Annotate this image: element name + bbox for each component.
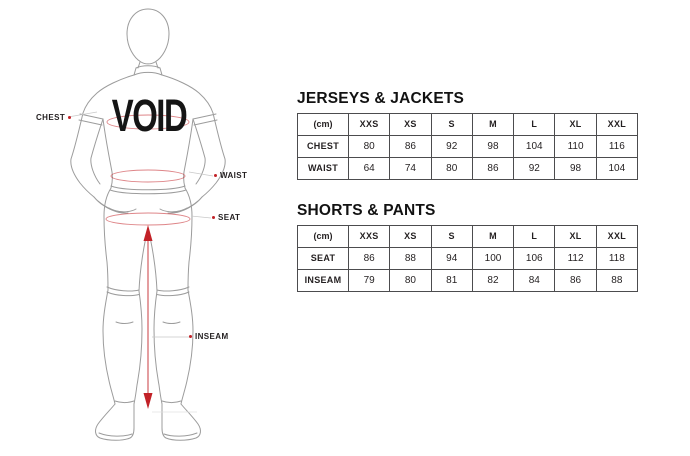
measurement-value-cell: 94	[431, 247, 472, 269]
measurement-value-cell: 92	[514, 157, 555, 179]
jersey-hem	[111, 186, 185, 190]
right-hand	[160, 197, 202, 212]
size-column-header: XS	[390, 225, 431, 247]
shorts-pants-table	[297, 225, 638, 292]
measurement-value-cell: 118	[596, 247, 637, 269]
size-column-header: XXS	[349, 113, 390, 135]
left-sleeve-band	[80, 114, 103, 119]
measurement-value-cell: 84	[514, 269, 555, 291]
waist-label-text: WAIST	[220, 171, 248, 180]
measurement-value-cell: 112	[555, 247, 596, 269]
brand-logo: VOID	[111, 90, 187, 141]
left-hip-outline	[104, 188, 111, 290]
measurement-row	[298, 269, 638, 291]
waist-marker-dot	[214, 174, 217, 177]
inseam-label-text: INSEAM	[195, 332, 229, 341]
measurement-value-cell: 110	[555, 135, 596, 157]
measurement-label-cell: CHEST	[298, 135, 349, 157]
right-sock-top	[162, 401, 181, 403]
right-leg-outer	[181, 290, 193, 404]
left-leg-inner	[134, 291, 142, 404]
seat-marker-dot	[212, 216, 215, 219]
size-column-header: XXL	[596, 225, 637, 247]
measurement-value-cell: 86	[349, 247, 390, 269]
measurement-row	[298, 247, 638, 269]
inseam-arrowhead-bottom	[144, 393, 153, 409]
waist-label	[214, 171, 247, 180]
seat-line	[106, 213, 190, 225]
size-column-header: S	[431, 225, 472, 247]
measurement-marks	[68, 112, 213, 412]
shorts-pants-section	[297, 203, 638, 292]
size-column-header: XL	[555, 225, 596, 247]
size-column-header: L	[514, 225, 555, 247]
measurement-value-cell: 92	[431, 135, 472, 157]
left-sock-top	[115, 401, 134, 403]
measurement-value-cell: 106	[514, 247, 555, 269]
left-leg-outer	[103, 290, 115, 404]
measurement-row	[298, 157, 638, 179]
measurement-value-cell: 88	[390, 247, 431, 269]
measurement-value-cell: 86	[390, 135, 431, 157]
size-column-header: L	[514, 113, 555, 135]
size-header-row	[298, 225, 638, 247]
measurement-value-cell: 98	[555, 157, 596, 179]
measurement-value-cell: 104	[596, 157, 637, 179]
measurement-row	[298, 135, 638, 157]
seat-label	[212, 213, 240, 222]
measurement-value-cell: 104	[514, 135, 555, 157]
size-column-header: M	[472, 225, 513, 247]
head-outline	[127, 9, 169, 64]
body-outline-illustration	[0, 0, 300, 456]
measurement-value-cell: 74	[390, 157, 431, 179]
jerseys-jackets-title: JERSEYS & JACKETS	[297, 90, 465, 107]
waist-line	[111, 170, 185, 182]
right-leg-inner	[154, 291, 162, 404]
inseam-marker-dot	[189, 335, 192, 338]
measurement-value-cell: 64	[349, 157, 390, 179]
left-hand	[94, 197, 136, 212]
measurement-value-cell: 86	[555, 269, 596, 291]
measurement-label-cell: SEAT	[298, 247, 349, 269]
collar-line	[136, 66, 160, 68]
measurement-value-cell: 79	[349, 269, 390, 291]
jerseys-jackets-table	[297, 113, 638, 180]
size-column-header: XXL	[596, 113, 637, 135]
measurement-value-cell: 88	[596, 269, 637, 291]
unit-header-cell: (cm)	[298, 113, 349, 135]
size-column-header: S	[431, 113, 472, 135]
size-header-row	[298, 113, 638, 135]
inseam-label	[189, 332, 229, 341]
size-column-header: M	[472, 113, 513, 135]
measurement-value-cell: 80	[390, 269, 431, 291]
right-sleeve-band	[193, 114, 216, 119]
measurement-value-cell: 80	[349, 135, 390, 157]
size-column-header: XS	[390, 113, 431, 135]
measurement-value-cell: 116	[596, 135, 637, 157]
size-column-header: XL	[555, 113, 596, 135]
measurement-value-cell: 100	[472, 247, 513, 269]
measurement-label-cell: WAIST	[298, 157, 349, 179]
right-hip-outline	[185, 188, 192, 290]
measurement-value-cell: 80	[431, 157, 472, 179]
shorts-pants-title: SHORTS & PANTS	[297, 202, 436, 219]
size-column-header: XXS	[349, 225, 390, 247]
seat-label-text: SEAT	[218, 213, 241, 222]
measurement-value-cell: 98	[472, 135, 513, 157]
measurement-label-cell: INSEAM	[298, 269, 349, 291]
measurement-value-cell: 86	[472, 157, 513, 179]
chest-marker-dot	[68, 116, 71, 119]
chest-label-text: CHEST	[36, 113, 66, 122]
left-shorts-hem	[107, 287, 139, 291]
measurement-figure	[0, 0, 300, 456]
unit-header-cell: (cm)	[298, 225, 349, 247]
jerseys-jackets-section	[297, 91, 638, 180]
measurement-value-cell: 81	[431, 269, 472, 291]
inseam-arrowhead-top	[144, 225, 153, 241]
chest-label	[36, 113, 71, 122]
right-shorts-hem	[157, 287, 189, 291]
measurement-value-cell: 82	[472, 269, 513, 291]
seat-leader-line	[191, 216, 211, 218]
